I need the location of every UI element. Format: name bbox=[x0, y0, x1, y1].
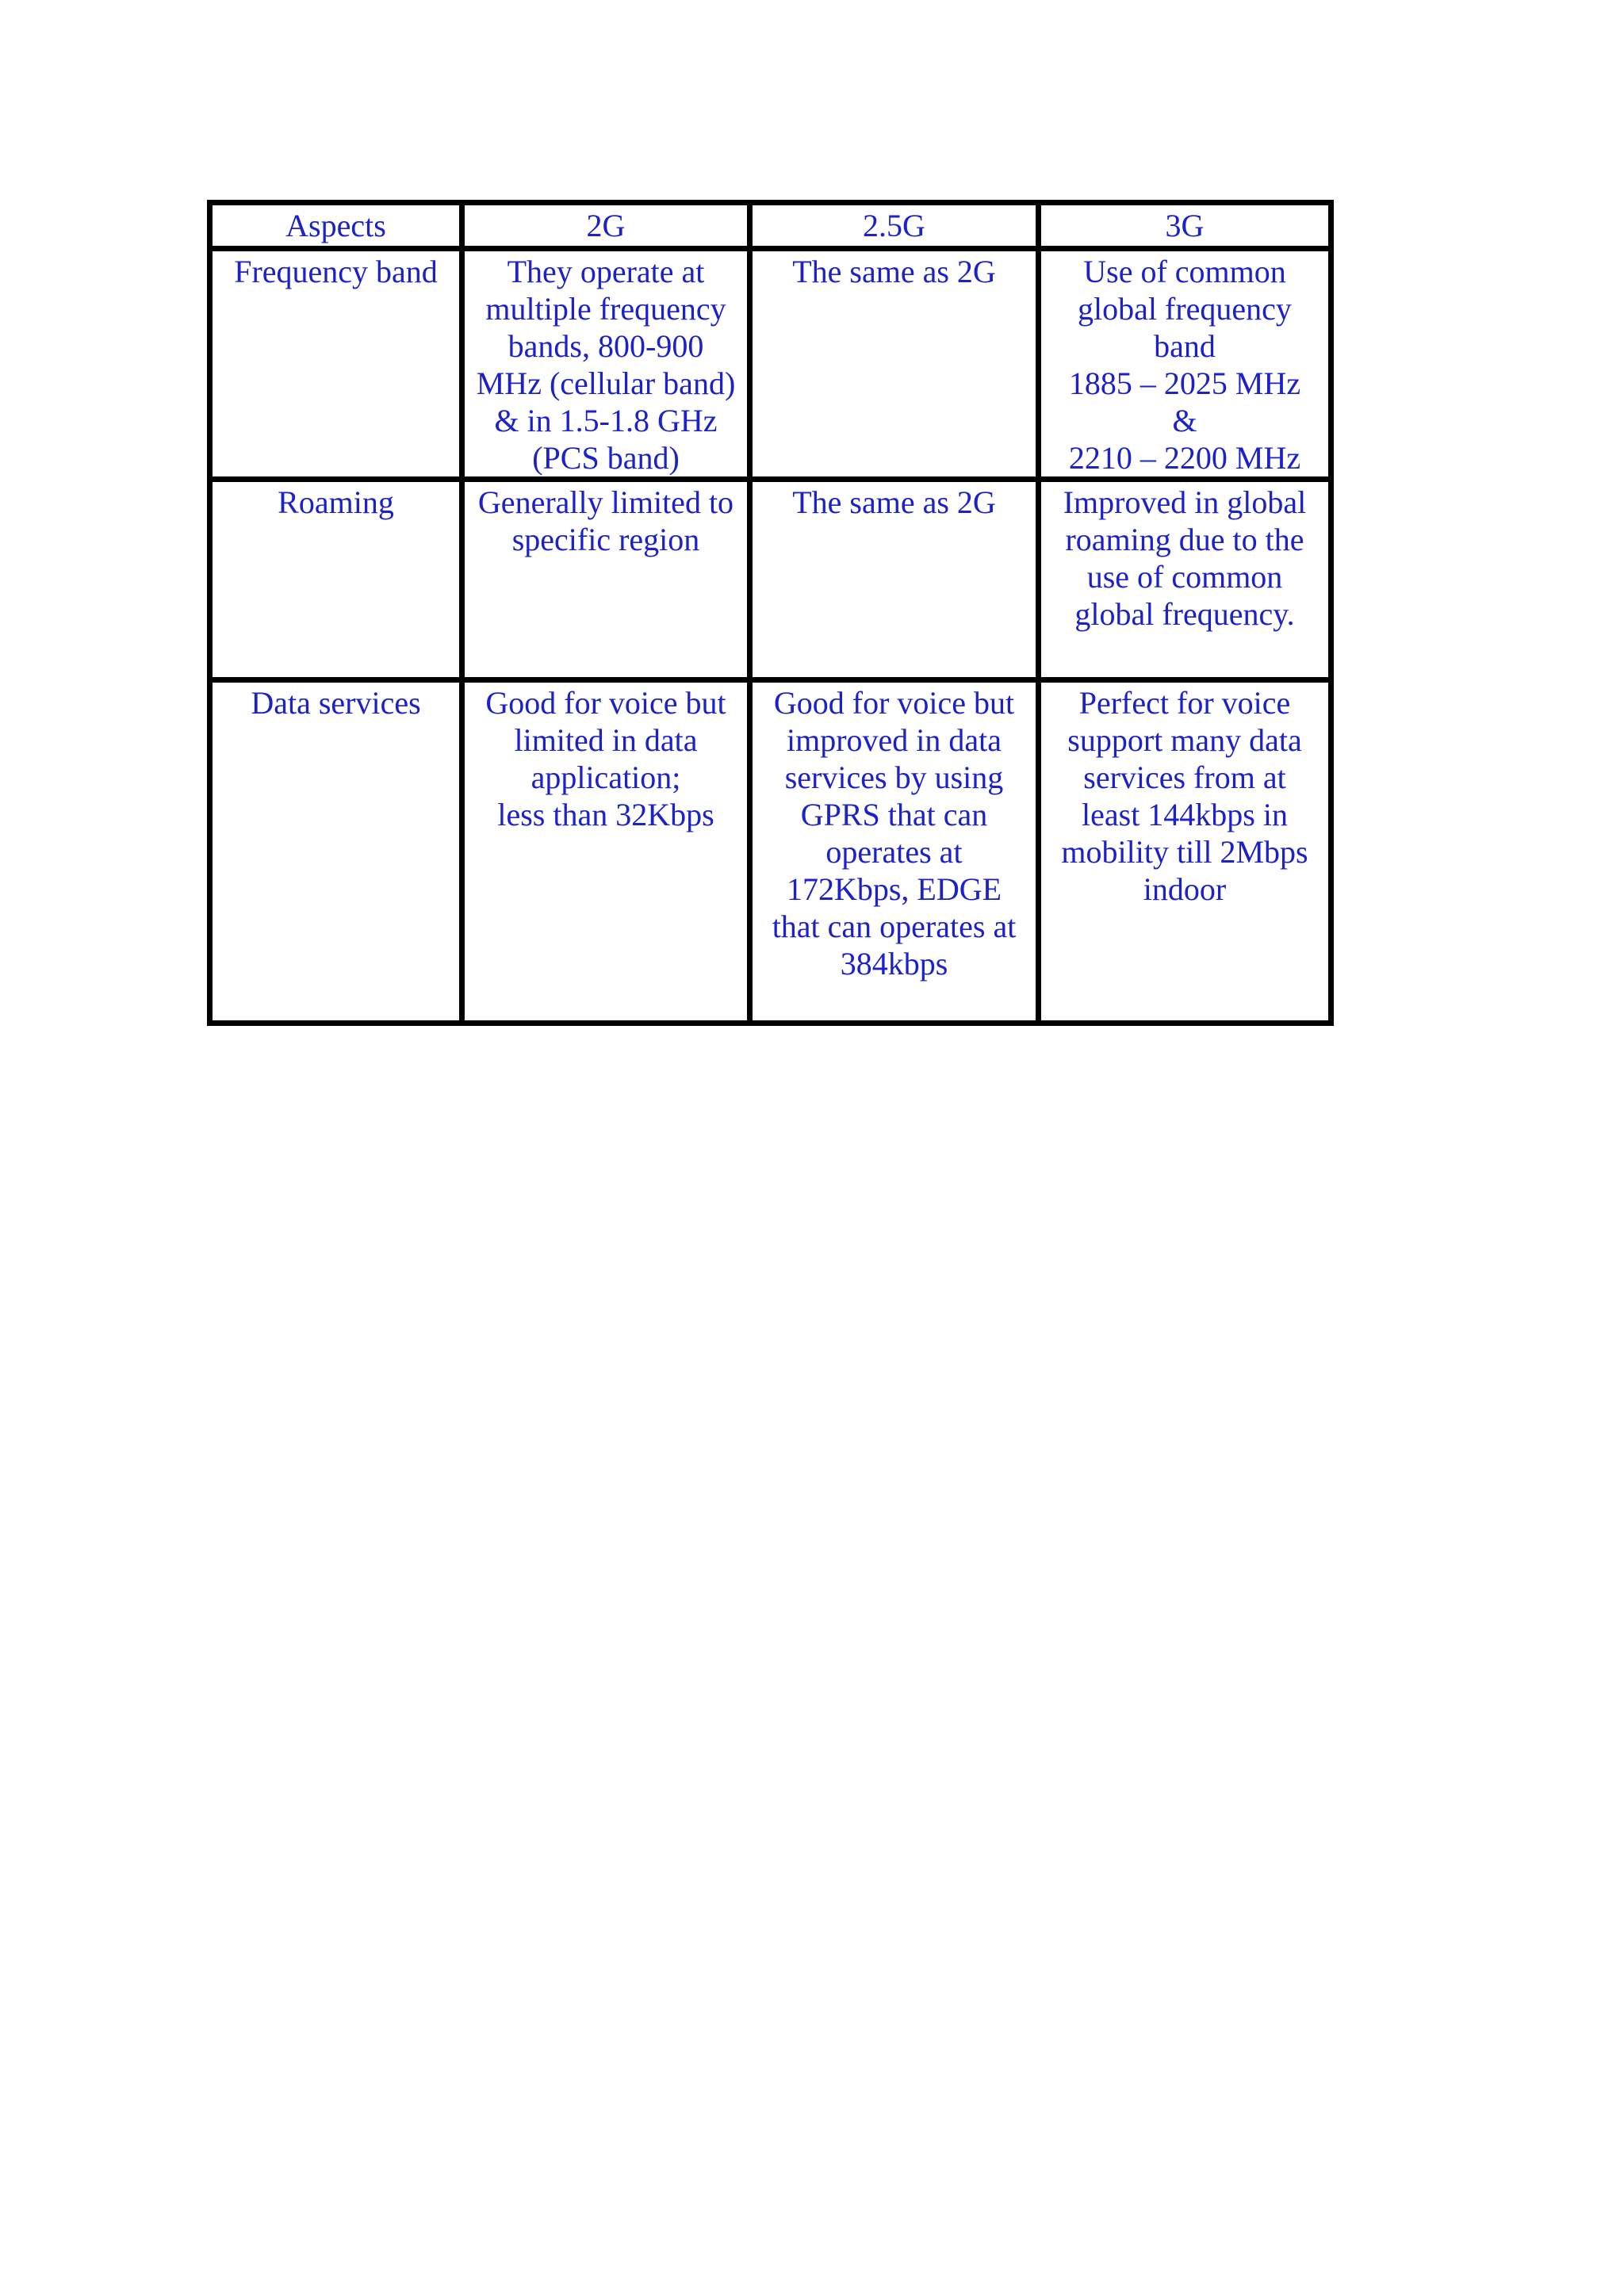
cell-2-5g: The same as 2G bbox=[750, 480, 1039, 680]
cell-3g: Use of common global frequency band 1885 – 2025 MHz & 2210 – 2200 MHz bbox=[1039, 249, 1331, 480]
header-aspects: Aspects bbox=[210, 203, 462, 249]
table-row bbox=[210, 480, 1331, 680]
table-header-row bbox=[210, 203, 1331, 249]
header-2g: 2G bbox=[462, 203, 750, 249]
table-row bbox=[210, 249, 1331, 480]
header-2-5g: 2.5G bbox=[750, 203, 1039, 249]
cell-2g: Generally limited to specific region bbox=[462, 480, 750, 680]
aspect-cell: Frequency band bbox=[210, 249, 462, 480]
cell-3g: Perfect for voice support many data services from at least 144kbps in mobility till 2Mbps indoor bbox=[1039, 680, 1331, 1024]
cell-2g: They operate at multiple frequency bands, 800-900 MHz (cellular band) & in 1.5-1.8 GHz (PCS band) bbox=[462, 249, 750, 480]
cell-2-5g: Good for voice but improved in data services by using GPRS that can operates at 172Kbps, EDGE that can operates at 384kbps bbox=[750, 680, 1039, 1024]
cell-2-5g: The same as 2G bbox=[750, 249, 1039, 480]
comparison-table bbox=[207, 200, 1334, 1026]
aspect-cell: Roaming bbox=[210, 480, 462, 680]
header-3g: 3G bbox=[1039, 203, 1331, 249]
cell-3g: Improved in global roaming due to the use of common global frequency. bbox=[1039, 480, 1331, 680]
aspect-cell: Data services bbox=[210, 680, 462, 1024]
cell-2g: Good for voice but limited in data application; less than 32Kbps bbox=[462, 680, 750, 1024]
table-row bbox=[210, 680, 1331, 1024]
